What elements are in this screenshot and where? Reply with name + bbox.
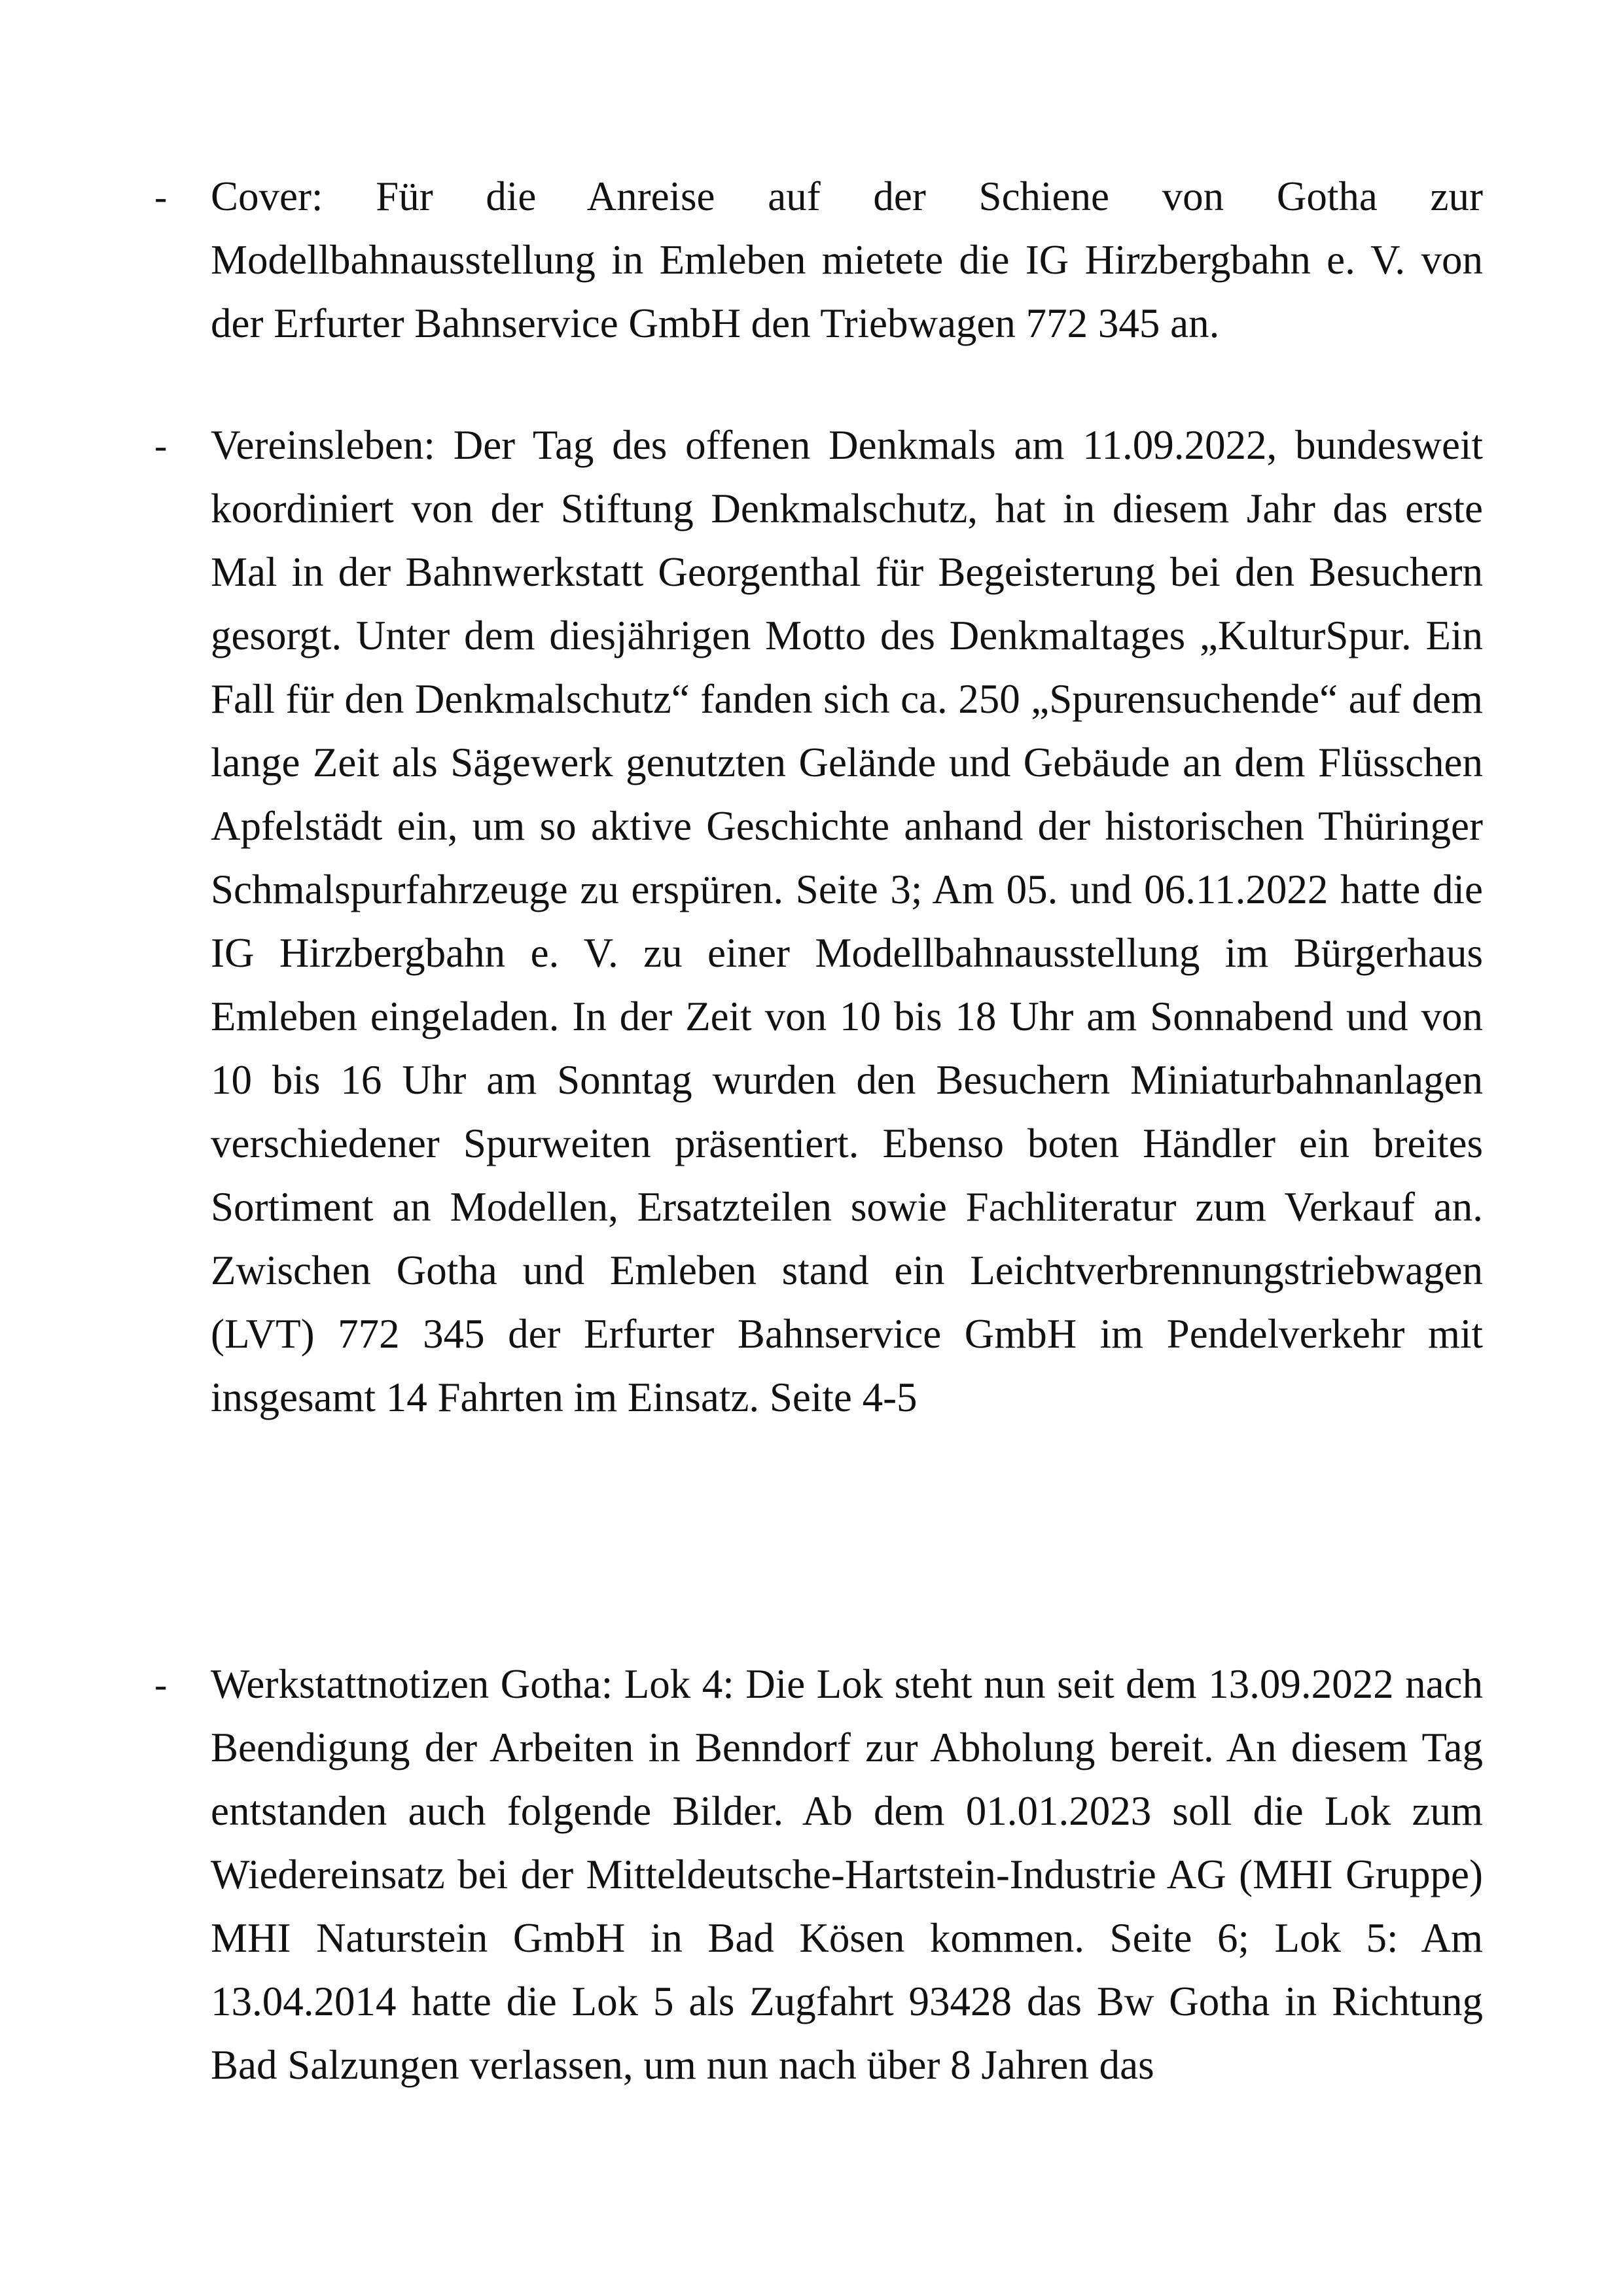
list-item-text: Cover: Für die Anreise auf der Schiene von Gotha zur Modellbahnausstellung in Emleben mietete die IG Hirzbergbahn e. V. von der Erfurter Bahnservice GmbH den Triebwagen 772 345 an. — [211, 173, 1483, 346]
bullet-dash: - — [154, 424, 168, 467]
bullet-dash: - — [154, 175, 168, 218]
list-item-text: Werkstattnotizen Gotha: Lok 4: Die Lok steht nun seit dem 13.09.2022 nach Beendigung der Arbeiten in Benndorf zur Abholung bereit. An diesem Tag entstanden auch folgende Bilder. Ab dem 01.01.2023 soll die Lok zum Wiedereinsatz bei der Mitteldeutsche-Hartstein-Industrie AG (MHI Gruppe) MHI Naturstein GmbH in Bad Kösen kommen. Seite 6; Lok 5: Am 13.04.2014 hatte die Lok 5 als Zugfahrt 93428 das Bw Gotha in Richtung Bad Salzungen verlassen, um nun nach über 8 Jahren das — [211, 1661, 1483, 2088]
bullet-dash: - — [154, 1663, 168, 1706]
list-item-text: Vereinsleben: Der Tag des offenen Denkmals am 11.09.2022, bundesweit koordiniert von der Stiftung Denkmalschutz, hat in diesem Jahr das erste Mal in der Bahnwerkstatt Georgenthal für Begeisterung bei den Besuchern gesorgt. Unter dem diesjährigen Motto des Denkmaltages „KulturSpur. Ein Fall für den Denkmalschutz“ fanden sich ca. 250 „Spurensuchende“ auf dem lange Zeit als Sägewerk genutzten Gelände und Gebäude an dem Flüsschen Apfelstädt ein, um so aktive Geschichte anhand der historischen Thüringer Schmalspurfahrzeuge zu erspüren. Seite 3; Am 05. und 06.11.2022 hatte die IG Hirzbergbahn e. V. zu einer Modellbahnausstellung im Bürgerhaus Emleben eingeladen. In der Zeit von 10 bis 18 Uhr am Sonnabend und von 10 bis 16 Uhr am Sonntag wurden den Besuchern Miniaturbahnanlagen verschiedener Spurweiten präsentiert. Ebenso boten Händler ein breites Sortiment an Modellen, Ersatzteilen sowie Fachliteratur zum Verkauf an. Zwischen Gotha und Emleben stand ein Leichtverbrennungstriebwagen (LVT) 772 345 der Erfurter Bahnservice GmbH im Pendelverkehr mit insgesamt 14 Fahrten im Einsatz. Seite 4-5 — [211, 422, 1483, 1420]
